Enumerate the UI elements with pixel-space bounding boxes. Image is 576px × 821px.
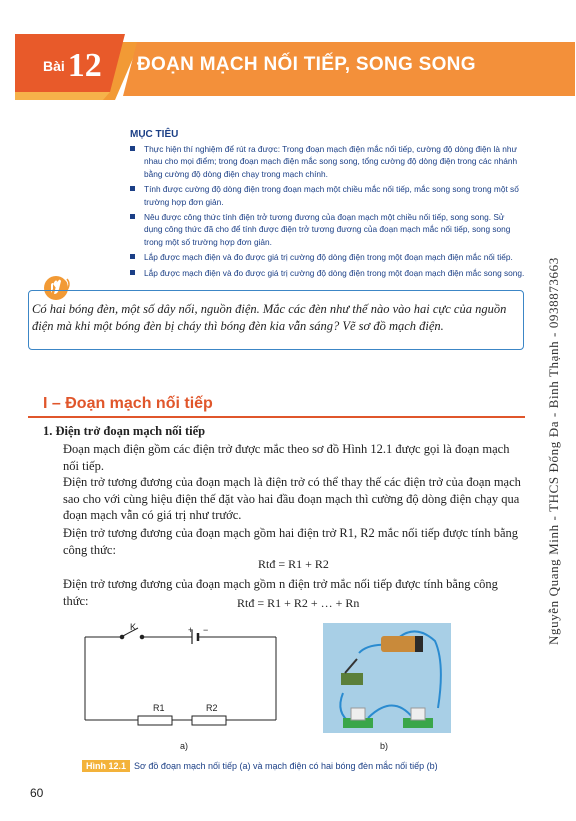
- objective-item: [130, 251, 525, 263]
- objective-item: [130, 143, 525, 180]
- bullet-icon: [130, 186, 135, 191]
- circuit-diagram-a: [80, 622, 280, 732]
- lesson-number-value: 12: [67, 47, 102, 84]
- lesson-word: Bài: [43, 58, 65, 74]
- figure-tag: Hình 12.1: [82, 760, 130, 772]
- label-a: a): [180, 741, 189, 751]
- svg-text:Nguyễn Quang Minh - THCS Đống: Nguyễn Quang Minh - THCS Đống Đa - Bình Thạnh - 0938873663: [546, 257, 561, 645]
- subsection-title: 1. Điện trở đoạn mạch nối tiếp: [43, 424, 206, 438]
- bullet-icon: [130, 270, 135, 275]
- objective-text: Nêu được công thức tính điện trở tương đương của đoạn mạch một chiều nối tiếp, song song. Sử dụng công thức đã cho để tính được điện trở tương đương của đoạn mạch mắc nối tiếp, song song trong một số trường hợp đơn giản.: [144, 212, 511, 247]
- section-divider: [28, 416, 525, 418]
- section-title: I – Đoạn mạch nối tiếp: [43, 395, 213, 412]
- objectives-box: [130, 129, 525, 282]
- label-b: b): [380, 741, 389, 751]
- paragraph: Điện trở tương đương của đoạn mạch gồm n điện trở mắc nối tiếp được tính bằng công thức:: [63, 577, 498, 608]
- paragraph: Điện trở tương đương của đoạn mạch là điện trở có thể thay thế các điện trở của đoạn mạch sao cho với cùng hiệu điện thế đặt vào hai đầu đoạn mạch thì cường độ dòng điện chạy qua đoạn mạch vẫn có giá trị như trước.: [63, 475, 521, 522]
- bullet-icon: [130, 146, 135, 151]
- r1-label: R1: [153, 703, 165, 713]
- objective-item: [130, 211, 525, 248]
- figure-caption: [82, 760, 438, 772]
- r2-label: R2: [206, 703, 218, 713]
- circuit-photo-b: [323, 623, 451, 733]
- switch-label: K: [130, 622, 137, 632]
- objective-item: [130, 183, 525, 208]
- minus-sign: −: [203, 625, 209, 635]
- formula-n-resistors: Rtđ = R1 + R2 + … + Rn: [237, 596, 360, 610]
- objective-text: Lắp được mạch điện và đo được giá trị cường độ dòng điện trong một đoạn mạch điện mắc nối tiếp.: [144, 252, 513, 263]
- objective-text: Lắp được mạch điện và đo được giá trị cường độ dòng điện trong một đoạn mạch điện mắc song song.: [144, 267, 525, 278]
- lesson-title: ĐOẠN MẠCH NỐI TIẾP, SONG SONG: [137, 54, 476, 75]
- question-text: Có hai bóng đèn, một số dây nối, nguồn điện. Mắc các đèn như thế nào vào hai cực của nguồn điện mà khi một bóng đèn bị cháy thì bóng đèn kia vẫn sáng? Vẽ sơ đồ mạch điện.: [32, 302, 507, 333]
- paragraph: Đoạn mạch điện gồm các điện trở được mắc theo sơ đồ Hình 12.1 được gọi là đoạn mạch nối tiếp.: [63, 442, 510, 473]
- page-number: 60: [30, 786, 44, 800]
- objective-text: Thực hiện thí nghiệm để rút ra được: Trong đoạn mạch điện mắc nối tiếp, cường độ dòng điện là như nhau cho mọi điểm; trong đoạn mạch điện mắc song song, tổng cường độ dòng điện trong các nhánh bằng cường độ dòng điện chạy trong mạch chính.: [144, 144, 518, 179]
- objectives-heading: MỤC TIÊU: [130, 129, 179, 140]
- caption-text: Sơ đồ đoạn mạch nối tiếp (a) và mạch điện có hai bóng đèn mắc nối tiếp (b): [134, 761, 438, 771]
- lesson-number: [43, 47, 102, 85]
- paragraph: Điện trở tương đương của đoạn mạch gồm hai điện trở R1, R2 mắc nối tiếp được tính bằng công thức:: [63, 526, 519, 557]
- bullet-icon: [130, 214, 135, 219]
- side-watermark: [540, 185, 570, 645]
- objective-text: Tính được cường độ dòng điện trong đoạn mạch một chiều mắc nối tiếp, mắc song song trong một số trường hợp đơn giản.: [144, 184, 519, 207]
- bullet-icon: [130, 254, 135, 259]
- plus-sign: +: [188, 625, 194, 635]
- lesson-header: [15, 34, 575, 100]
- formula-two-resistors: Rtđ = R1 + R2: [258, 557, 329, 571]
- objective-item: [130, 267, 525, 279]
